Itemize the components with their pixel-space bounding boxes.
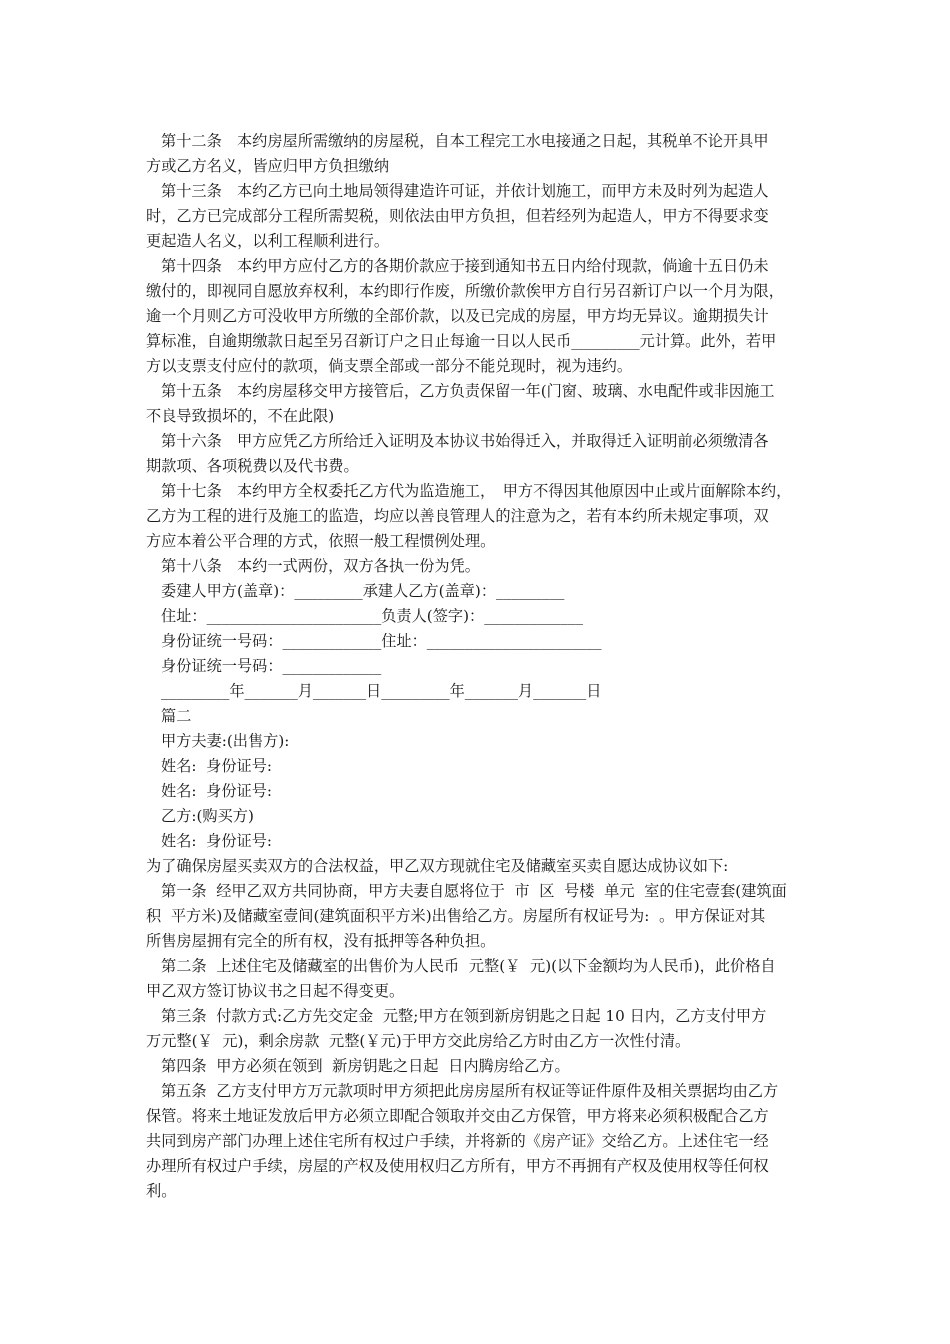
document-line: 积 平方米)及储藏室壹间(建筑面积平方米)出售给乙方。房屋所有权证号为: 。甲方保证对其 (146, 907, 766, 925)
document-line: 第十五条 本约房屋移交甲方接管后，乙方负责保留一年(门窗、玻璃、水电配件或非因施工 (161, 382, 775, 400)
document-line: 住址：_______________________负责人(签字)：_____________ (161, 607, 583, 625)
document-line: 姓名: 身份证号: (161, 757, 273, 775)
document-line: 万元整(￥ 元)，剩余房款 元整(￥元)于甲方交此房给乙方时由乙方一次性付清。 (146, 1032, 691, 1050)
document-line: 第一条 经甲乙双方共同协商，甲方夫妻自愿将位于 市 区 号楼 单元 室的住宅壹套(建筑面 (161, 882, 787, 900)
document-line: 为了确保房屋买卖双方的合法权益，甲乙双方现就住宅及储藏室买卖自愿达成协议如下: (146, 857, 729, 875)
document-line: 第四条 甲方必须在领到 新房钥匙之日起 日内腾房给乙方。 (161, 1057, 570, 1075)
document-line: 方或乙方名义，皆应归甲方负担缴纳 (146, 157, 389, 175)
document-line: 身份证统一号码：_____________住址：_______________________ (161, 632, 602, 650)
document-line: 身份证统一号码：_____________ (161, 657, 382, 675)
document-line: 甲乙双方签订协议书之日起不得变更。 (146, 982, 405, 1000)
document-line: 方应本着公平合理的方式，依照一般工程惯例处理。 (146, 532, 496, 550)
document-line: 第十二条 本约房屋所需缴纳的房屋税，自本工程完工水电接通之日起，其税单不论开具甲 (161, 132, 769, 150)
document-line: 第十七条 本约甲方全权委托乙方代为监造施工， 甲方不得因其他原因中止或片面解除本约， (161, 482, 792, 500)
document-line: 不良导致损坏的，不在此限) (146, 407, 335, 425)
document-line: 缴付的，即视同自愿放弃权利，本约即行作废，所缴价款俟甲方自行另召新订户以一个月为限， (146, 282, 784, 300)
document-line: 姓名: 身份证号: (161, 782, 273, 800)
document-line: 保管。将来土地证发放后甲方必须立即配合领取并交由乙方保管，甲方将来必须积极配合乙方 (146, 1107, 769, 1125)
document-line: 方以支票支付应付的款项，倘支票全部或一部分不能兑现时，视为违约。 (146, 357, 632, 375)
document-line: 办理所有权过户手续，房屋的产权及使用权归乙方所有，甲方不再拥有产权及使用权等任何权 (146, 1157, 769, 1175)
document-line: 甲方夫妻:(出售方): (161, 732, 290, 750)
document-line: 第十四条 本约甲方应付乙方的各期价款应于接到通知书五日内给付现款，倘逾十五日仍未 (161, 257, 769, 275)
document-line: 篇二 (161, 707, 192, 725)
document-line: 逾一个月则乙方可没收甲方所缴的全部价款，以及已完成的房屋，甲方均无异议。逾期损失计 (146, 307, 769, 325)
document-line: 第十六条 甲方应凭乙方所给迁入证明及本协议书始得迁入，并取得迁入证明前必须缴清各 (161, 432, 769, 450)
document-line: 姓名: 身份证号: (161, 832, 273, 850)
document-line: _________年_______月_______日_________年_______月_______日 (161, 682, 602, 700)
document-line: 所售房屋拥有完全的所有权，没有抵押等各种负担。 (146, 932, 496, 950)
document-line: 乙方为工程的进行及施工的监造，均应以善良管理人的注意为之，若有本约所未规定事项，双 (146, 507, 769, 525)
document-line: 更起造人名义，以利工程顺利进行。 (146, 232, 389, 250)
document-line: 共同到房产部门办理上述住宅所有权过户手续，并将新的《房产证》交给乙方。上述住宅一经 (146, 1132, 769, 1150)
document-line: 第十八条 本约一式两份，双方各执一份为凭。 (161, 557, 480, 575)
document-line: 委建人甲方(盖章)：_________承建人乙方(盖章)：_________ (161, 582, 565, 600)
document-line: 时，乙方已完成部分工程所需契税，则依法由甲方负担，但若经列为起造人，甲方不得要求变 (146, 207, 769, 225)
document-line: 第二条 上述住宅及储藏室的出售价为人民币 元整(￥ 元)(以下金额均为人民币)，此价格自 (161, 957, 776, 975)
document-line: 乙方:(购买方) (161, 807, 254, 825)
document-line: 第十三条 本约乙方已向土地局领得建造许可证，并依计划施工，而甲方未及时列为起造人 (161, 182, 769, 200)
document-line: 第三条 付款方式:乙方先交定金 元整;甲方在领到新房钥匙之日起 10 日内，乙方支付甲方 (161, 1007, 767, 1025)
document-line: 第五条 乙方支付甲方万元款项时甲方须把此房房屋所有权证等证件原件及相关票据均由乙方 (161, 1082, 779, 1100)
document-line: 期款项、各项税费以及代书费。 (146, 457, 359, 475)
document-line: 利。 (146, 1182, 177, 1200)
document-line: 算标准，自逾期缴款日起至另召新订户之日止每逾一日以人民币_________元计算。此外，若甲 (146, 332, 777, 350)
